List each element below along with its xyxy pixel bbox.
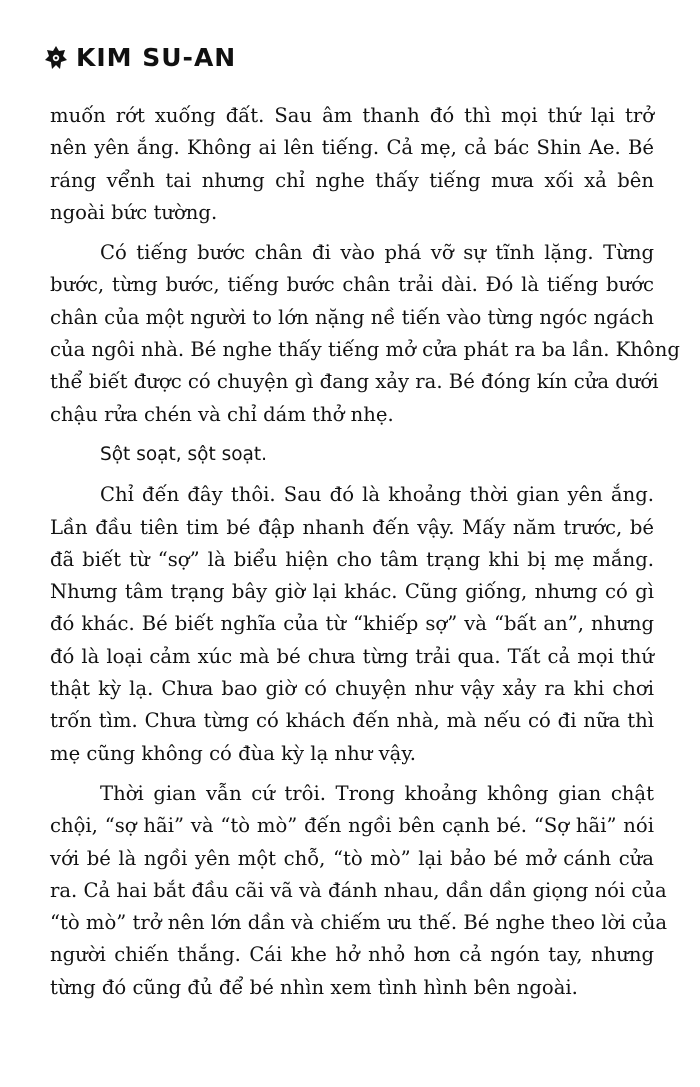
text-line: Có tiếng bước chân đi vào phá vỡ sự tĩnh lặng. Từng xyxy=(100,241,654,265)
text-line: đó là loại cảm xúc mà bé chưa từng trải qua. Tất cả mọi thứ xyxy=(50,644,654,668)
text-line: thể biết được có chuyện gì đang xảy ra. Bé đóng kín cửa dưới xyxy=(50,370,659,394)
flower-ornament-icon xyxy=(44,45,68,71)
text-line: Nhưng tâm trạng bây giờ lại khác. Cũng giống, nhưng có gì xyxy=(50,580,654,604)
text-line: nên yên ắng. Không ai lên tiếng. Cả mẹ, cả bác Shin Ae. Bé xyxy=(50,136,654,160)
running-header xyxy=(44,40,236,76)
text-line: chậu rửa chén và chỉ dám thở nhẹ. xyxy=(50,402,394,426)
text-line: với bé là ngồi yên một chỗ, “tò mò” lại bảo bé mở cánh cửa xyxy=(50,846,654,870)
text-line: của ngôi nhà. Bé nghe thấy tiếng mở cửa phát ra ba lần. Không xyxy=(50,338,680,362)
paragraph xyxy=(50,479,654,770)
text-line: chội, “sợ hãi” và “tò mò” đến ngồi bên cạnh bé. “Sợ hãi” nói xyxy=(50,814,654,838)
text-line: thật kỳ lạ. Chưa bao giờ có chuyện như vậy xảy ra khi chơi xyxy=(50,677,654,701)
text-line: đã biết từ “sợ” là biểu hiện cho tâm trạng khi bị mẹ mắng. xyxy=(50,547,654,571)
text-line: Chỉ đến đây thôi. Sau đó là khoảng thời gian yên ắng. xyxy=(100,483,654,507)
paragraph xyxy=(50,778,668,1004)
text-line: ra. Cả hai bắt đầu cãi vã và đánh nhau, dần dần giọng nói của xyxy=(50,878,667,902)
text-line: Thời gian vẫn cứ trôi. Trong khoảng không gian chật xyxy=(100,781,654,805)
text-line: trốn tìm. Chưa từng có khách đến nhà, mà nếu có đi nữa thì xyxy=(50,709,654,733)
sound-effect-paragraph xyxy=(50,439,654,471)
text-line: muốn rớt xuống đất. Sau âm thanh đó thì mọi thứ lại trở xyxy=(50,104,654,127)
text-line: mẹ cũng không có đùa kỳ lạ như vậy. xyxy=(50,741,417,765)
text-line: Lần đầu tiên tim bé đập nhanh đến vậy. Mấy năm trước, bé xyxy=(50,515,654,539)
text-line: bước, từng bước, tiếng bước chân trải dài. Đó là tiếng bước xyxy=(50,273,654,297)
text-line: từng đó cũng đủ để bé nhìn xem tình hình bên ngoài. xyxy=(50,975,578,999)
text-line: chân của một người to lớn nặng nề tiến vào từng ngóc ngách xyxy=(50,305,654,329)
text-line: ráng vểnh tai nhưng chỉ nghe thấy tiếng mưa xối xả bên xyxy=(50,168,654,192)
text-line: ngoài bức tường. xyxy=(50,200,218,224)
text-line: người chiến thắng. Cái khe hở nhỏ hơn cả ngón tay, nhưng xyxy=(50,943,654,967)
text-line: Sột soạt, sột soạt. xyxy=(100,443,268,465)
text-line: “tò mò” trở nên lớn dần và chiếm ưu thế. Bé nghe theo lời của xyxy=(50,911,668,935)
running-header-title: KIM SU-AN xyxy=(76,43,237,72)
paragraph xyxy=(50,100,654,229)
body-text xyxy=(50,100,680,1012)
paragraph xyxy=(50,237,680,431)
text-line: đó khác. Bé biết nghĩa của từ “khiếp sợ” và “bất an”, nhưng xyxy=(50,612,654,636)
